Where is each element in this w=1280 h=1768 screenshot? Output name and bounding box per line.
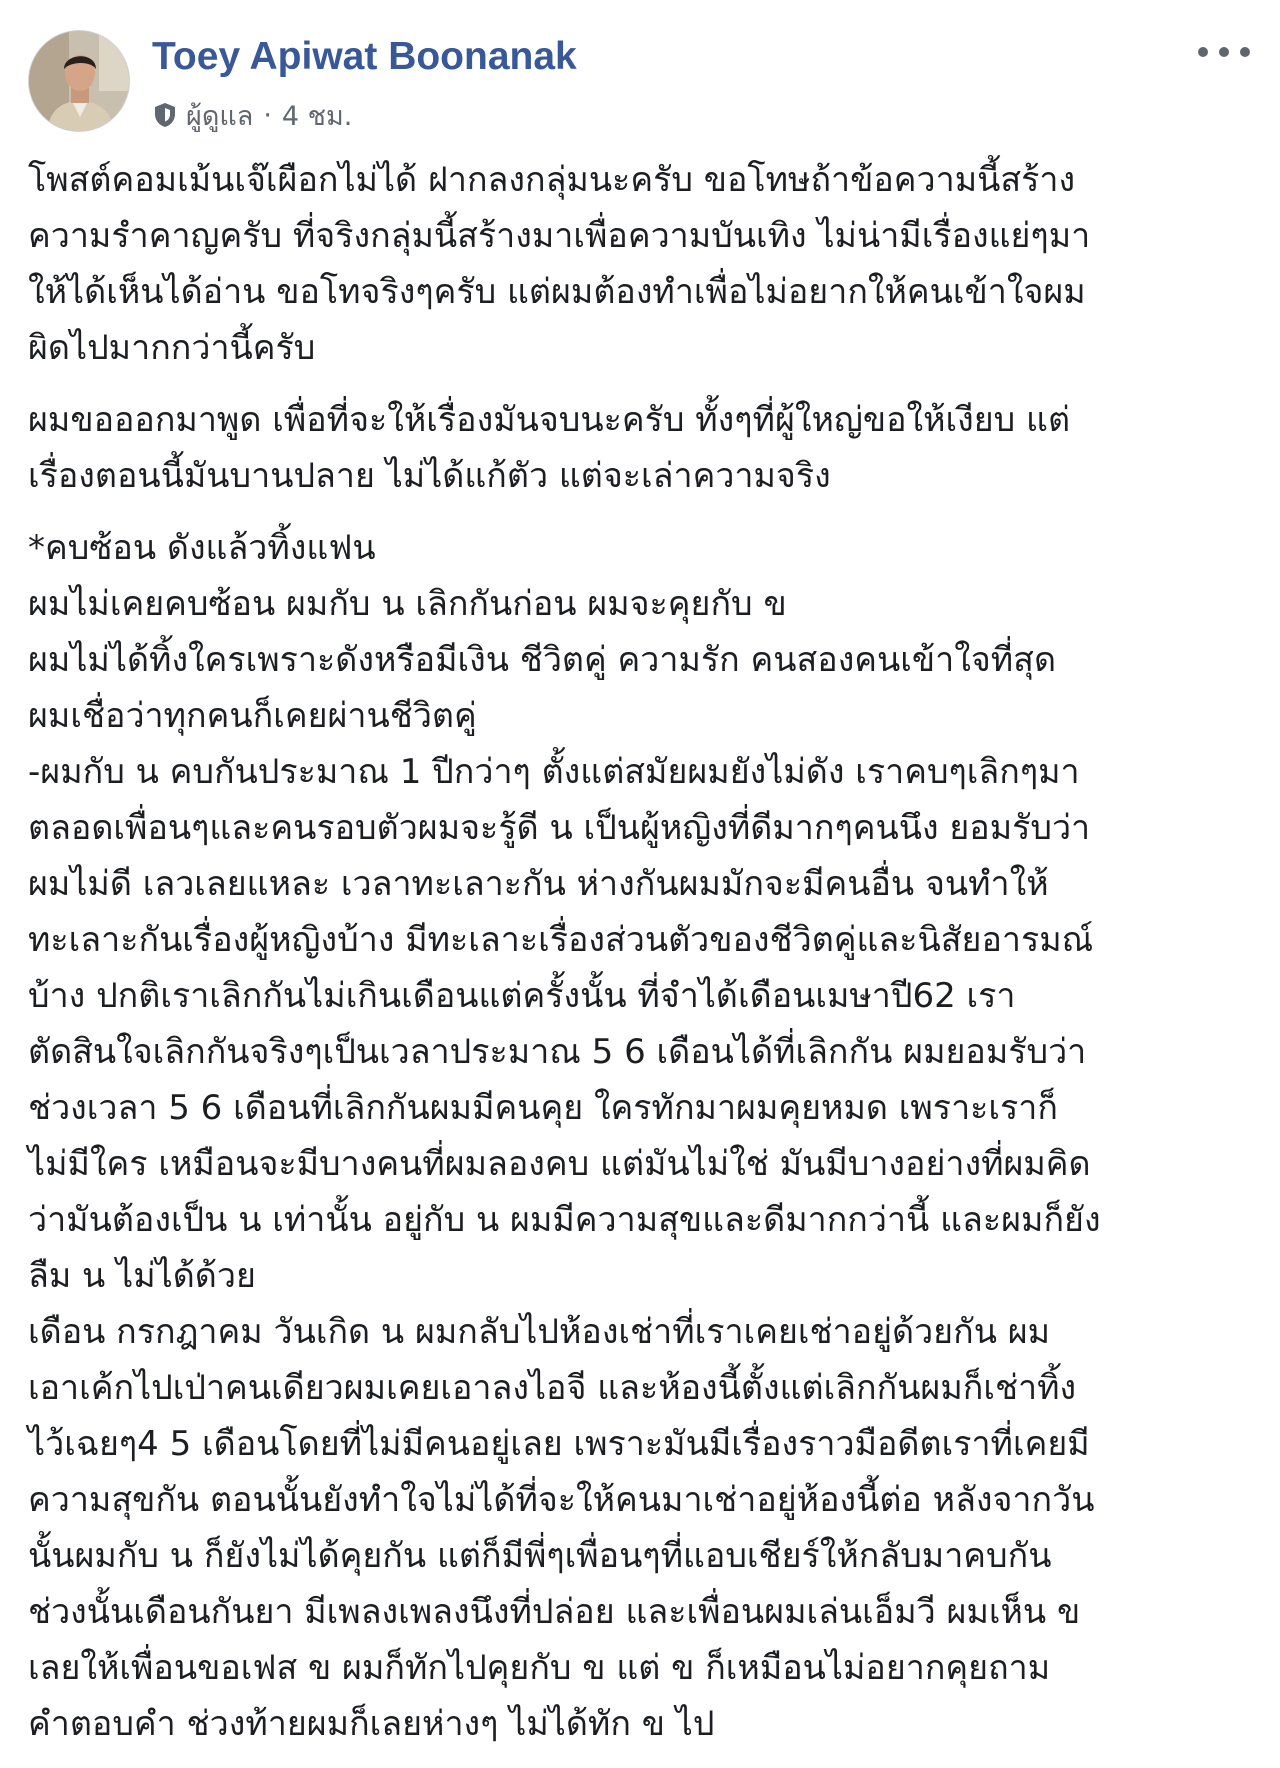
post-text-line: เดือน กรกฎาคม วันเกิด น ผมกลับไปห้องเช่าที่เราเคยเช่าอยู่ด้วยกัน ผม (28, 1312, 1051, 1352)
post-text-line: ความสุขกัน ตอนนั้นยังทำใจไม่ได้ที่จะให้คนมาเช่าอยู่ห้องนี้ต่อ หลังจากวัน (28, 1480, 1095, 1520)
post-text-line: ทะเลาะกันเรื่องผู้หญิงบ้าง มีทะเลาะเรื่องส่วนตัวของชีวิตคู่และนิสัยอารมณ์ (28, 920, 1094, 960)
post-text-line: ว่ามันต้องเป็น น เท่านั้น อยู่กับ น ผมมีความสุขและดีมากกว่านี้ และผมก็ยัง (28, 1200, 1101, 1240)
post-text-line: คำตอบคำ ช่วงท้ายผมก็เลยห่างๆ ไม่ได้ทัก ข ไป (28, 1704, 715, 1744)
post-text-line: เรื่องตอนนี้มันบานปลาย ไม่ได้แก้ตัว แต่จะเล่าความจริง (28, 456, 831, 496)
more-options-icon (1240, 47, 1250, 57)
post-text-line: ผมไม่เคยคบซ้อน ผมกับ น เลิกกันก่อน ผมจะคุยกับ ข (28, 584, 787, 624)
more-options-icon (1219, 47, 1229, 57)
post-text-line: -ผมกับ น คบกันประมาณ 1 ปีกว่าๆ ตั้งแต่สมัยผมยังไม่ดัง เราคบๆเลิกๆมา (28, 752, 1080, 792)
post-text-line: เลยให้เพื่อนขอเฟส ข ผมก็ทักไปคุยกับ ข แต่ ข ก็เหมือนไม่อยากคุยถาม (28, 1648, 1051, 1688)
avatar-photo (29, 31, 130, 132)
post-text-line: *คบซ้อน ดังแล้วทิ้งแฟน (28, 528, 376, 568)
post-text-line: ลืม น ไม่ได้ด้วย (28, 1256, 256, 1296)
post-text-line: ผมไม่ดี เลวเลยแหละ เวลาทะเลาะกัน ห่างกันผมมักจะมีคนอื่น จนทำให้ (28, 864, 1049, 904)
post-paragraph (28, 392, 1248, 504)
post-body (28, 152, 1248, 1768)
post-text-line: ไม่มีใคร เหมือนจะมีบางคนที่ผมลองคบ แต่มันไม่ใช่ มันมีบางอย่างที่ผมคิด (28, 1144, 1091, 1184)
post-text-line: ช่วงนั้นเดือนกันยา มีเพลงเพลงนึงที่ปล่อย และเพื่อนผมเล่นเอ็มวี ผมเห็น ข (28, 1592, 1081, 1632)
post-text-line: ช่วงเวลา 5 6 เดือนที่เลิกกันผมมีคนคุย ใครทักมาผมคุยหมด เพราะเราก็ (28, 1088, 1058, 1128)
post-text-line: ผมขอออกมาพูด เพื่อที่จะให้เรื่องมันจบนะครับ ทั้งๆที่ผู้ใหญ่ขอให้เงียบ แต่ (28, 400, 1071, 440)
post-text-line: ผมเชื่อว่าทุกคนก็เคยผ่านชีวิตคู่ (28, 696, 477, 736)
post-text-line: นั้นผมกับ น ก็ยังไม่ได้คุยกัน แต่ก็มีพี่ๆเพื่อนๆที่แอบเชียร์ให้กลับมาคบกัน (28, 1536, 1052, 1576)
admin-label[interactable]: ผู้ดูแล (186, 100, 254, 132)
post-meta (152, 97, 352, 133)
more-options-button[interactable] (1198, 38, 1250, 66)
post-paragraph (28, 152, 1248, 376)
shield-icon (152, 101, 178, 129)
post-paragraph (28, 520, 1248, 1752)
post-text-line: ตัดสินใจเลิกกันจริงๆเป็นเวลาประมาณ 5 6 เดือนได้ที่เลิกกัน ผมยอมรับว่า (28, 1032, 1087, 1072)
post-text-line: ผมไม่ได้ทิ้งใครเพราะดังหรือมีเงิน ชีวิตคู่ ความรัก คนสองคนเข้าใจที่สุด (28, 640, 1057, 680)
post-text-line: ไว้เฉยๆ4 5 เดือนโดยที่ไม่มีคนอยู่เลย เพราะมันมีเรื่องราวมือดีตเราที่เคยมี (28, 1424, 1090, 1464)
meta-separator: · (263, 99, 272, 131)
post-text-line: ตลอดเพื่อนๆและคนรอบตัวผมจะรู้ดี น เป็นผู้หญิงที่ดีมากๆคนนึง ยอมรับว่า (28, 808, 1091, 848)
post-timestamp[interactable]: 4 ชม. (281, 100, 353, 132)
post-text-line: บ้าง ปกติเราเลิกกันไม่เกินเดือนแต่ครั้งนั้น ที่จำได้เดือนเมษาปี62 เรา (28, 976, 1016, 1016)
author-avatar[interactable] (28, 30, 130, 132)
more-options-icon (1198, 47, 1208, 57)
post-text-line: ผิดไปมากกว่านี้ครับ (28, 328, 316, 368)
post-text-line: ความรำคาญครับ ที่จริงกลุ่มนี้สร้างมาเพื่อความบันเทิง ไม่น่ามีเรื่องแย่ๆมา (28, 216, 1091, 256)
post-text-line: โพสต์คอมเม้นเจ๊เผือกไม่ได้ ฝากลงกลุ่มนะครับ ขอโทษถ้าข้อความนี้สร้าง (28, 160, 1076, 200)
post-text-line: ให้ได้เห็นได้อ่าน ขอโทจริงๆครับ แต่ผมต้องทำเพื่อไม่อยากให้คนเข้าใจผม (28, 272, 1086, 312)
post-header (0, 0, 1280, 140)
post-text-line: เอาเค้กไปเป่าคนเดียวผมเคยเอาลงไอจี และห้องนี้ตั้งแต่เลิกกันผมก็เช่าทิ้ง (28, 1368, 1077, 1408)
author-name[interactable]: Toey Apiwat Boonanak (152, 35, 577, 78)
